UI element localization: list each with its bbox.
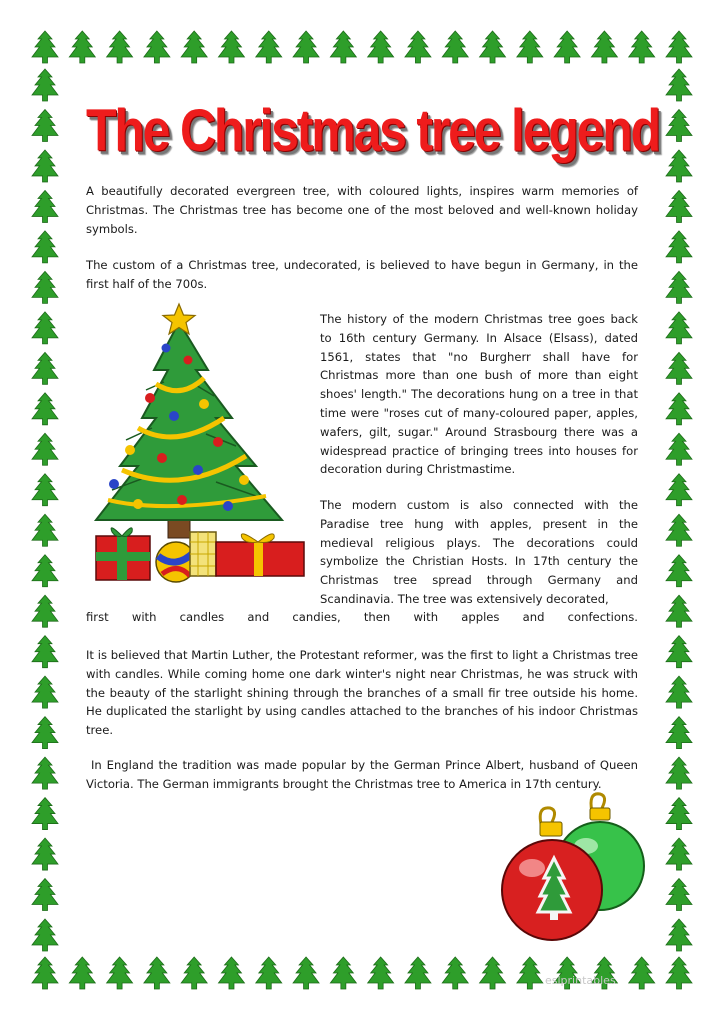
border-tree-icon [368, 31, 394, 63]
border-tree-icon [107, 31, 133, 63]
border-tree-icon [144, 957, 170, 989]
border-tree-icon [666, 717, 692, 749]
border-tree-icon [480, 31, 506, 63]
border-tree-icon [405, 957, 431, 989]
border-tree-icon [666, 757, 692, 789]
paragraph-modern-custom: The modern custom is also connected with the Paradise tree hung with apples, present in the medieval religious plays. The decorations could symbolize the Christian Hosts. In 17th century the Christmas tree spread through Germany and Scandinavia. The tree was extensively decorated, [320, 498, 638, 606]
border-tree-icon [32, 717, 58, 749]
border-tree-icon [330, 957, 356, 989]
border-tree-icon [442, 957, 468, 989]
border-tree-icon [517, 31, 543, 63]
border-tree-icon [32, 109, 58, 141]
watermark-logo: eslprintables [545, 974, 616, 987]
border-tree-icon [32, 31, 58, 63]
border-tree-icon [666, 31, 692, 63]
border-tree-icon [32, 919, 58, 951]
border-tree-icon [181, 31, 207, 63]
border-tree-icon [32, 271, 58, 303]
border-tree-icon [144, 31, 170, 63]
border-tree-icon [666, 352, 692, 384]
border-tree-icon [32, 190, 58, 222]
border-tree-icon [218, 31, 244, 63]
paragraph-history: The history of the modern Christmas tree goes back to 16th century Germany. In Alsace (Elsass), dated 1561, states that "no Burgherr shall have for Christmas more than one bush of more than eight shoes' length." The decorations hung on a tree in that time were "roses cut of many-coloured paper, apples, wafers, gilt, sugar." Around Strasbourg there was a widespread practice of bringing trees into houses for decoration during Christmastime. [320, 312, 638, 477]
border-tree-icon [32, 636, 58, 668]
border-tree-icon [32, 150, 58, 182]
border-tree-icon [256, 31, 282, 63]
border-tree-icon [32, 757, 58, 789]
border-tree-icon [666, 514, 692, 546]
border-tree-icon [69, 31, 95, 63]
christmas-ornaments-image [498, 786, 646, 946]
border-tree-icon [330, 31, 356, 63]
border-tree-icon [32, 474, 58, 506]
border-tree-icon [293, 957, 319, 989]
border-tree-icon [666, 676, 692, 708]
border-tree-icon [666, 919, 692, 951]
page-title: The Christmas tree legend [86, 97, 659, 164]
border-tree-icon [32, 957, 58, 989]
border-tree-icon [32, 312, 58, 344]
border-tree-icon [629, 31, 655, 63]
border-tree-icon [32, 879, 58, 911]
border-tree-icon [666, 838, 692, 870]
border-tree-icon [666, 150, 692, 182]
border-tree-icon [32, 798, 58, 830]
border-tree-icon [32, 595, 58, 627]
border-tree-icon [666, 271, 692, 303]
border-tree-icon [666, 109, 692, 141]
border-tree-icon [554, 31, 580, 63]
border-tree-icon [666, 957, 692, 989]
border-tree-icon [32, 69, 58, 101]
border-tree-icon [666, 393, 692, 425]
christmas-tree-image [86, 300, 312, 590]
border-tree-icon [666, 595, 692, 627]
border-tree-icon [666, 231, 692, 263]
border-tree-icon [405, 31, 431, 63]
paragraph-modern-custom-end: first with candles and candies, then with apples and confections. [86, 610, 638, 624]
paragraph-luther: It is believed that Martin Luther, the Protestant reformer, was the first to light a Christmas tree with candles. While coming home one dark winter's night near Christmas, he was struck with the beauty of the starlight shining through the branches of a small fir tree outside his home. He duplicated the starlight by using candles attached to the branches of his indoor Christmas tree. [86, 648, 638, 738]
border-tree-icon [666, 474, 692, 506]
border-tree-icon [107, 957, 133, 989]
border-tree-icon [32, 231, 58, 263]
border-tree-icon [32, 433, 58, 465]
border-tree-icon [32, 676, 58, 708]
border-tree-icon [517, 957, 543, 989]
border-tree-icon [32, 393, 58, 425]
border-tree-icon [69, 957, 95, 989]
border-tree-icon [256, 957, 282, 989]
border-tree-icon [480, 957, 506, 989]
border-tree-icon [181, 957, 207, 989]
paragraph-origin: The custom of a Christmas tree, undecorated, is believed to have begun in Germany, in the first half of the 700s. [86, 258, 638, 291]
border-tree-icon [666, 69, 692, 101]
paragraph-england: In England the tradition was made popular by the German Prince Albert, husband of Queen Victoria. The German immigrants brought the Christmas tree to America in 17th century. [86, 758, 638, 791]
border-tree-icon [591, 31, 617, 63]
border-tree-icon [442, 31, 468, 63]
border-tree-icon [32, 352, 58, 384]
border-tree-icon [666, 798, 692, 830]
border-tree-icon [666, 433, 692, 465]
paragraph-intro: A beautifully decorated evergreen tree, with coloured lights, inspires warm memories of Christmas. The Christmas tree has become one of the most beloved and well-known holiday symbols. [86, 184, 638, 236]
border-tree-icon [666, 190, 692, 222]
border-tree-icon [666, 879, 692, 911]
border-tree-icon [666, 555, 692, 587]
border-tree-icon [218, 957, 244, 989]
border-tree-icon [666, 312, 692, 344]
border-tree-icon [368, 957, 394, 989]
border-tree-icon [32, 555, 58, 587]
border-tree-icon [293, 31, 319, 63]
border-tree-icon [32, 514, 58, 546]
border-tree-icon [629, 957, 655, 989]
border-tree-icon [32, 838, 58, 870]
border-tree-icon [666, 636, 692, 668]
